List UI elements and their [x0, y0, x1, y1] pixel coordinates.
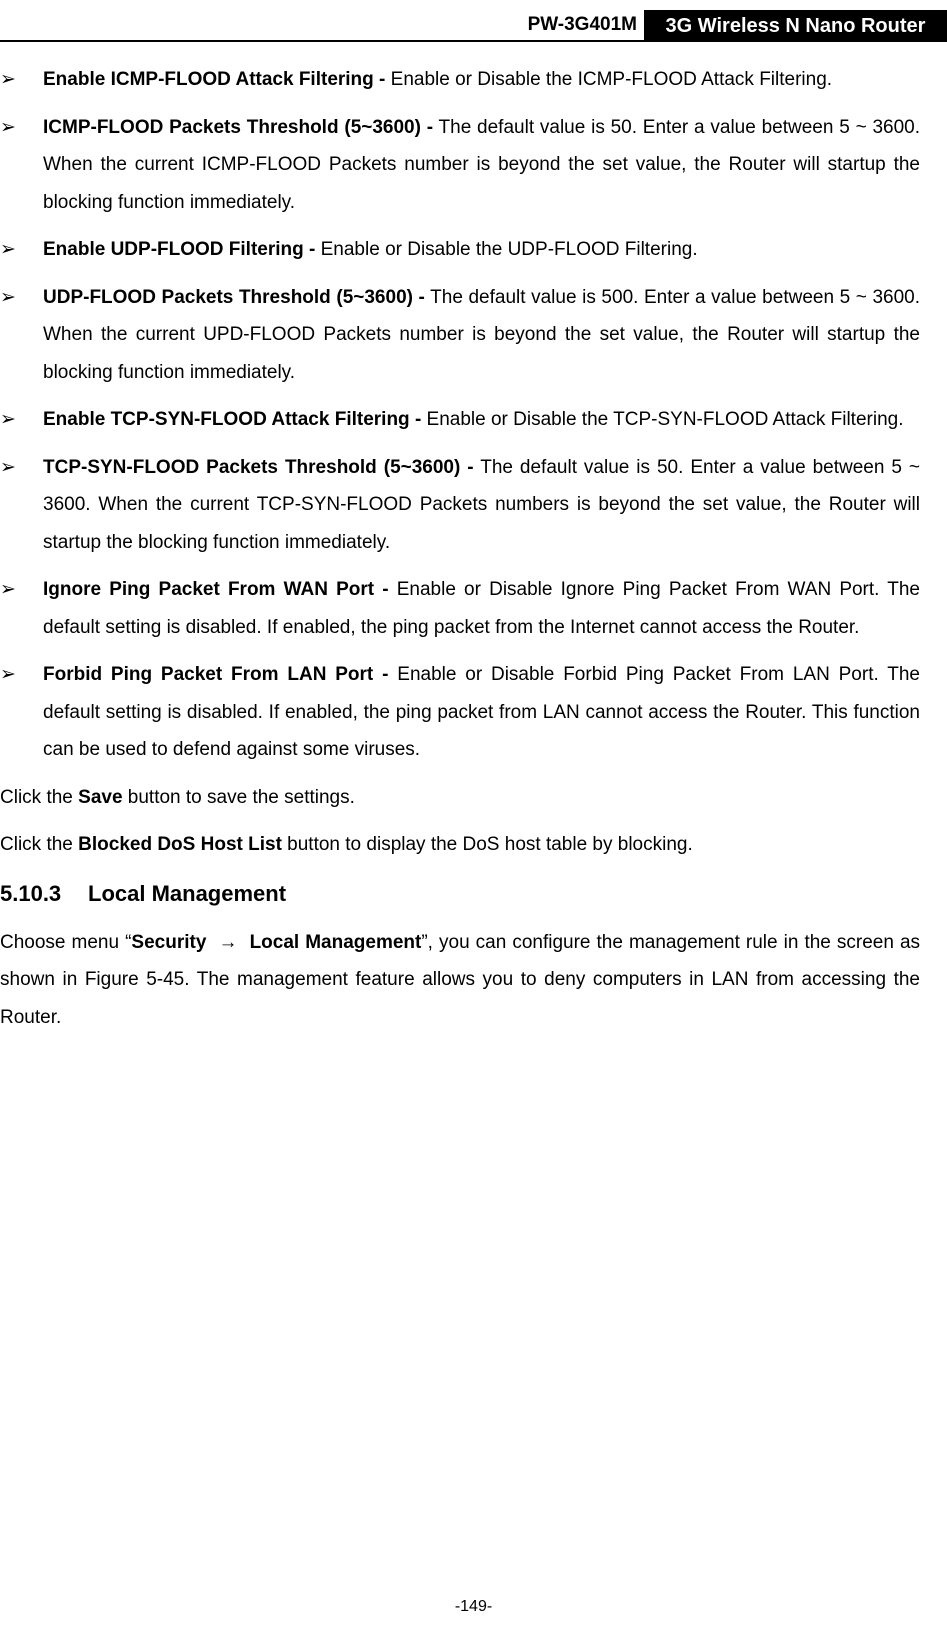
item-term: TCP-SYN-FLOOD Packets Threshold (5~3600) -	[43, 456, 474, 478]
arrow-bullet-icon: ➢	[0, 116, 16, 138]
arrow-bullet-icon: ➢	[0, 69, 16, 90]
menu-instruction	[0, 924, 920, 1037]
arrow-bullet-icon: ➢	[0, 239, 16, 260]
list-item	[0, 231, 920, 269]
dos-list-button-label: Blocked DoS Host List	[78, 834, 282, 855]
list-item	[0, 571, 920, 646]
save-instruction-pre: Click the	[0, 786, 73, 808]
list-item	[0, 449, 920, 562]
arrow-bullet-icon: ➢	[0, 409, 16, 430]
item-description: Enable or Disable Forbid Ping Packet From LAN Port. The default setting is disabled. If enabled, the ping packet from LAN cannot access the Router. This function can be used to defend against some viruses.	[43, 664, 920, 760]
list-item	[0, 61, 920, 99]
dos-instruction-pre: Click the	[0, 834, 73, 855]
item-description: Enable or Disable Ignore Ping Packet From WAN Port. The default setting is disabled. If enabled, the ping packet from the Internet cannot access the Router.	[43, 579, 920, 638]
parameter-list	[0, 61, 920, 769]
arrow-bullet-icon: ➢	[0, 286, 16, 308]
list-item	[0, 109, 920, 222]
item-description: Enable or Disable the ICMP-FLOOD Attack Filtering.	[390, 69, 833, 90]
section-title: Local Management	[88, 880, 287, 906]
item-term: Enable TCP-SYN-FLOOD Attack Filtering -	[43, 409, 422, 430]
list-item	[0, 279, 920, 392]
dos-instruction-post: button to display the DoS host table by blocking.	[287, 834, 693, 855]
item-description: Enable or Disable the UDP-FLOOD Filtering.	[320, 239, 698, 260]
section-number: 5.10.3	[0, 880, 62, 906]
menu-instruction-pre: Choose menu “	[0, 931, 132, 953]
item-description: The default value is 50. Enter a value between 5 ~ 3600. When the current TCP-SYN-FLOOD Packets numbers is beyond the set value, the Router will startup the blocking function immediately.	[43, 456, 921, 553]
menu-security: Security	[131, 931, 207, 953]
save-button-label: Save	[78, 786, 123, 808]
menu-arrow-icon: →	[218, 931, 238, 953]
header-product-name: 3G Wireless N Nano Router	[644, 10, 947, 40]
page-content	[0, 61, 920, 1046]
save-instruction	[0, 779, 920, 817]
menu-local-management: Local Management	[249, 931, 422, 953]
list-item	[0, 401, 920, 439]
item-term: Enable ICMP-FLOOD Attack Filtering -	[43, 69, 386, 90]
section-heading	[0, 874, 920, 914]
list-item	[0, 656, 920, 769]
page-number: -149-	[454, 1598, 493, 1615]
arrow-bullet-icon: ➢	[0, 664, 16, 685]
item-description: Enable or Disable the TCP-SYN-FLOOD Attack Filtering.	[426, 409, 904, 430]
item-term: Enable UDP-FLOOD Filtering -	[43, 239, 316, 260]
arrow-bullet-icon: ➢	[0, 456, 16, 478]
menu-instruction-post: ”, you can configure the management rule in the screen as shown in Figure 5-45. The management feature allows you to deny computers in LAN from accessing the Router.	[0, 931, 921, 1028]
item-term: Ignore Ping Packet From WAN Port -	[43, 579, 389, 600]
header-model: PW-3G401M	[527, 14, 637, 35]
item-description: The default value is 50. Enter a value between 5 ~ 3600. When the current ICMP-FLOOD Packets number is beyond the set value, the Router will startup the blocking function immediately.	[43, 116, 920, 213]
arrow-bullet-icon: ➢	[0, 579, 16, 600]
item-term: ICMP-FLOOD Packets Threshold (5~3600) -	[43, 116, 434, 138]
page-header	[0, 0, 947, 42]
item-term: Forbid Ping Packet From LAN Port -	[43, 664, 389, 685]
item-description: The default value is 500. Enter a value between 5 ~ 3600. When the current UPD-FLOOD Packets number is beyond the set value, the Router will startup the blocking function immediately.	[43, 286, 920, 383]
dos-list-instruction	[0, 826, 920, 864]
item-term: UDP-FLOOD Packets Threshold (5~3600) -	[43, 286, 425, 308]
save-instruction-post: button to save the settings.	[127, 786, 355, 808]
